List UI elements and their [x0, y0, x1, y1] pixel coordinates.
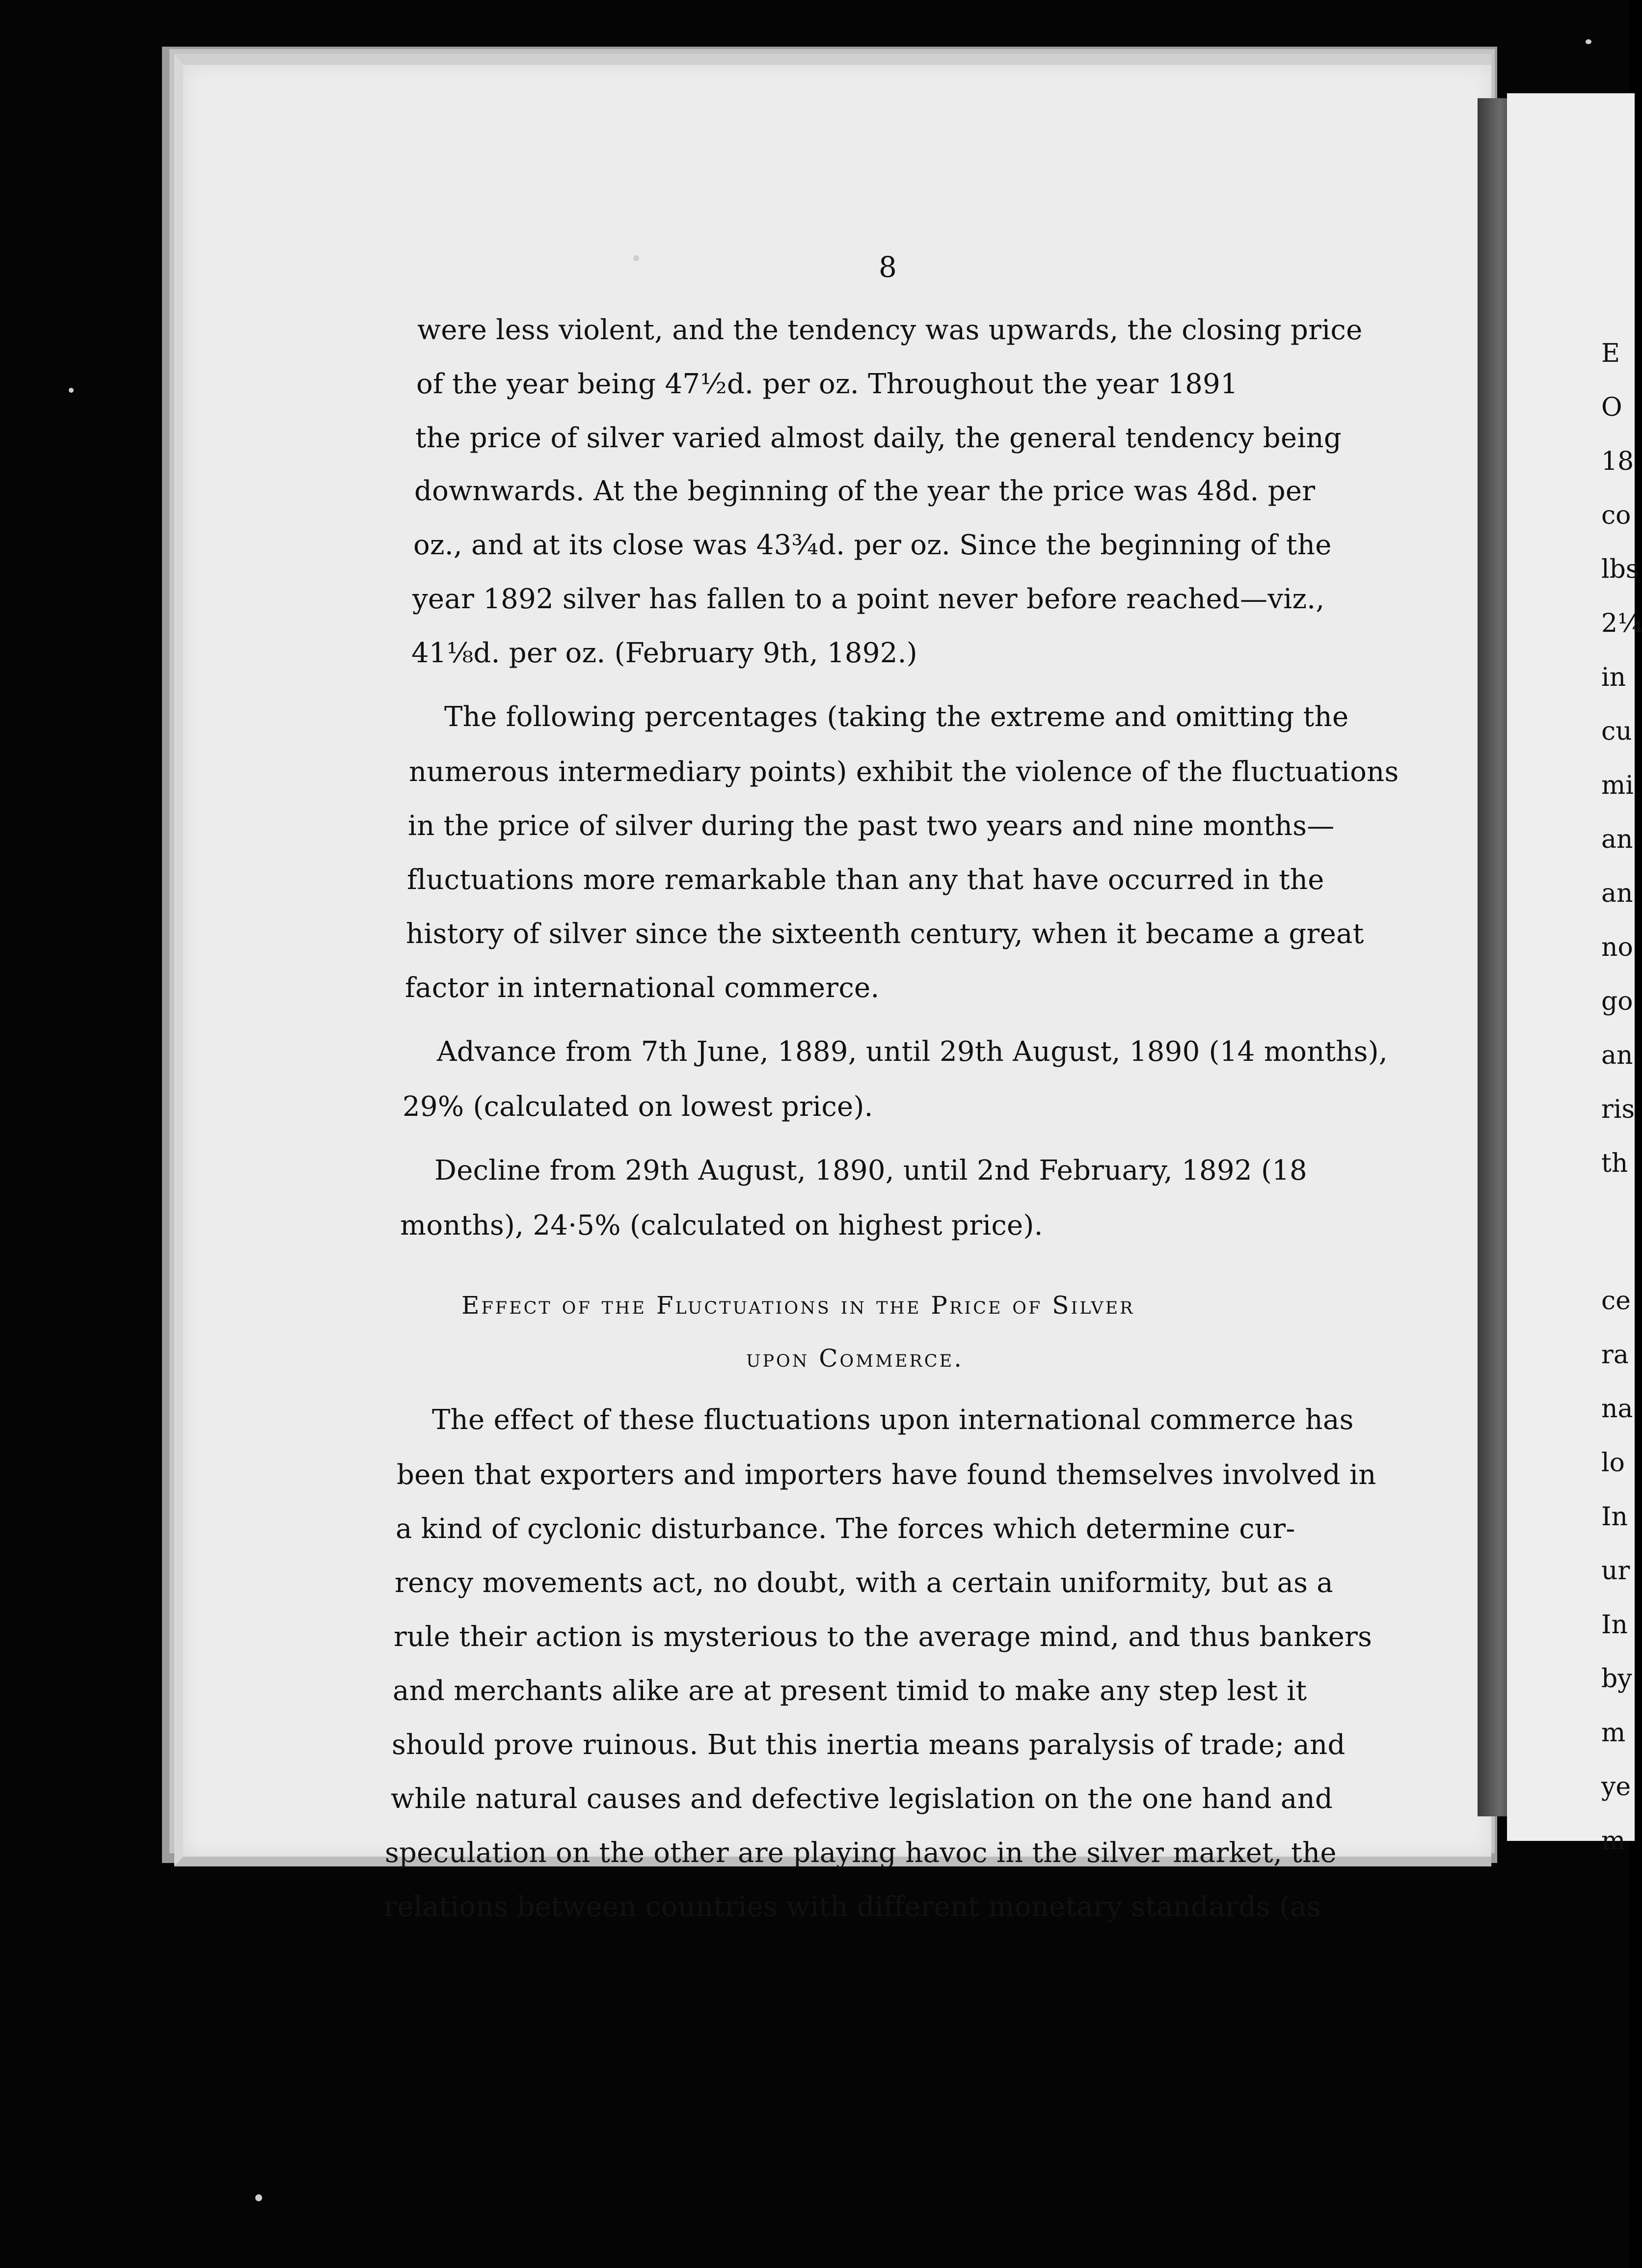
right-page-fragment: ce: [1601, 1286, 1631, 1316]
body-line: relations between countries with different monetary standards (as: [384, 1891, 1321, 1923]
body-line: and merchants alike are at present timid to make any step lest it: [393, 1675, 1307, 1707]
right-page-fragment: mi: [1601, 771, 1634, 800]
right-page-fragment: an: [1601, 1041, 1633, 1070]
body-line: months), 24·5% (calculated on highest price).: [400, 1210, 1043, 1242]
right-page-fragment: an: [1601, 879, 1633, 908]
right-page-fragment: go: [1601, 987, 1633, 1016]
body-line: The effect of these fluctuations upon international commerce has: [432, 1404, 1354, 1436]
body-line: were less violent, and the tendency was upwards, the closing price: [417, 314, 1363, 346]
right-page-fragment: E: [1601, 339, 1620, 368]
scan-speck: [633, 255, 639, 261]
body-line: the price of silver varied almost daily, the general tendency being: [415, 422, 1342, 454]
scan-speck: [69, 388, 74, 393]
body-line: Advance from 7th June, 1889, until 29th August, 1890 (14 months),: [437, 1036, 1388, 1068]
scan-speck: [255, 2194, 262, 2201]
right-page-fragment: cu: [1601, 717, 1632, 746]
body-line: history of silver since the sixteenth century, when it became a great: [406, 918, 1364, 950]
right-page-fragment: O: [1601, 393, 1622, 422]
right-page-fragment: 2¼: [1601, 609, 1642, 638]
right-page-fragment: ris: [1601, 1095, 1635, 1124]
right-page-fragment: na: [1601, 1394, 1633, 1424]
scan-speck: [1586, 39, 1591, 44]
body-line: rency movements act, no doubt, with a certain uniformity, but as a: [395, 1567, 1333, 1599]
body-line: a kind of cyclonic disturbance. The forces which determine cur-: [396, 1513, 1295, 1545]
right-page-fragment: ur: [1601, 1556, 1630, 1586]
body-line: rule their action is mysterious to the average mind, and thus bankers: [394, 1621, 1373, 1653]
right-page-fragment: an: [1601, 825, 1633, 854]
right-page-fragment: in: [1601, 663, 1626, 692]
right-page-fragment: lo: [1601, 1448, 1625, 1478]
body-line: oz., and at its close was 43¾d. per oz. Since the beginning of the: [413, 529, 1332, 561]
body-line: year 1892 silver has fallen to a point never before reached—viz.,: [412, 583, 1325, 615]
body-line: while natural causes and defective legislation on the one hand and: [391, 1783, 1333, 1815]
body-line: of the year being 47½d. per oz. Throughout the year 1891: [416, 368, 1238, 400]
body-line: 41⅛d. per oz. (February 9th, 1892.): [411, 637, 917, 669]
body-line: fluctuations more remarkable than any that have occurred in the: [407, 864, 1324, 896]
body-line: numerous intermediary points) exhibit the violence of the fluctuations: [409, 756, 1399, 788]
right-page-fragment: ra: [1601, 1340, 1629, 1370]
right-page-fragment: m: [1601, 1826, 1626, 1856]
body-line: been that exporters and importers have found themselves involved in: [397, 1459, 1376, 1491]
right-page-fragment: by: [1601, 1664, 1632, 1694]
body-line: The following percentages (taking the extreme and omitting the: [444, 701, 1349, 733]
body-line: Decline from 29th August, 1890, until 2nd February, 1892 (18: [434, 1155, 1307, 1187]
right-page-fragment: 18: [1601, 447, 1634, 476]
body-line: downwards. At the beginning of the year the price was 48d. per: [414, 475, 1316, 507]
body-line: should prove ruinous. But this inertia means paralysis of trade; and: [392, 1729, 1346, 1761]
right-page-fragment: m: [1601, 1718, 1626, 1748]
page-number: 8: [879, 250, 897, 284]
section-heading-continued: upon Commerce.: [746, 1344, 964, 1373]
section-heading: Effect of the Fluctuations in the Price of Silver: [461, 1291, 1135, 1320]
body-line: speculation on the other are playing havoc in the silver market, the: [385, 1837, 1337, 1869]
right-page-fragment: lbs: [1601, 555, 1639, 584]
right-page-fragment: In: [1601, 1610, 1628, 1640]
body-line: 29% (calculated on lowest price).: [403, 1091, 873, 1123]
body-line: in the price of silver during the past two years and nine months—: [408, 810, 1335, 842]
body-line: factor in international commerce.: [405, 972, 880, 1004]
right-page-fragment: no: [1601, 933, 1633, 962]
right-page-fragment: ye: [1601, 1772, 1631, 1802]
right-page-fragment: In: [1601, 1502, 1628, 1532]
right-page-fragment: co: [1601, 501, 1631, 530]
right-page-fragment: th: [1601, 1149, 1628, 1178]
